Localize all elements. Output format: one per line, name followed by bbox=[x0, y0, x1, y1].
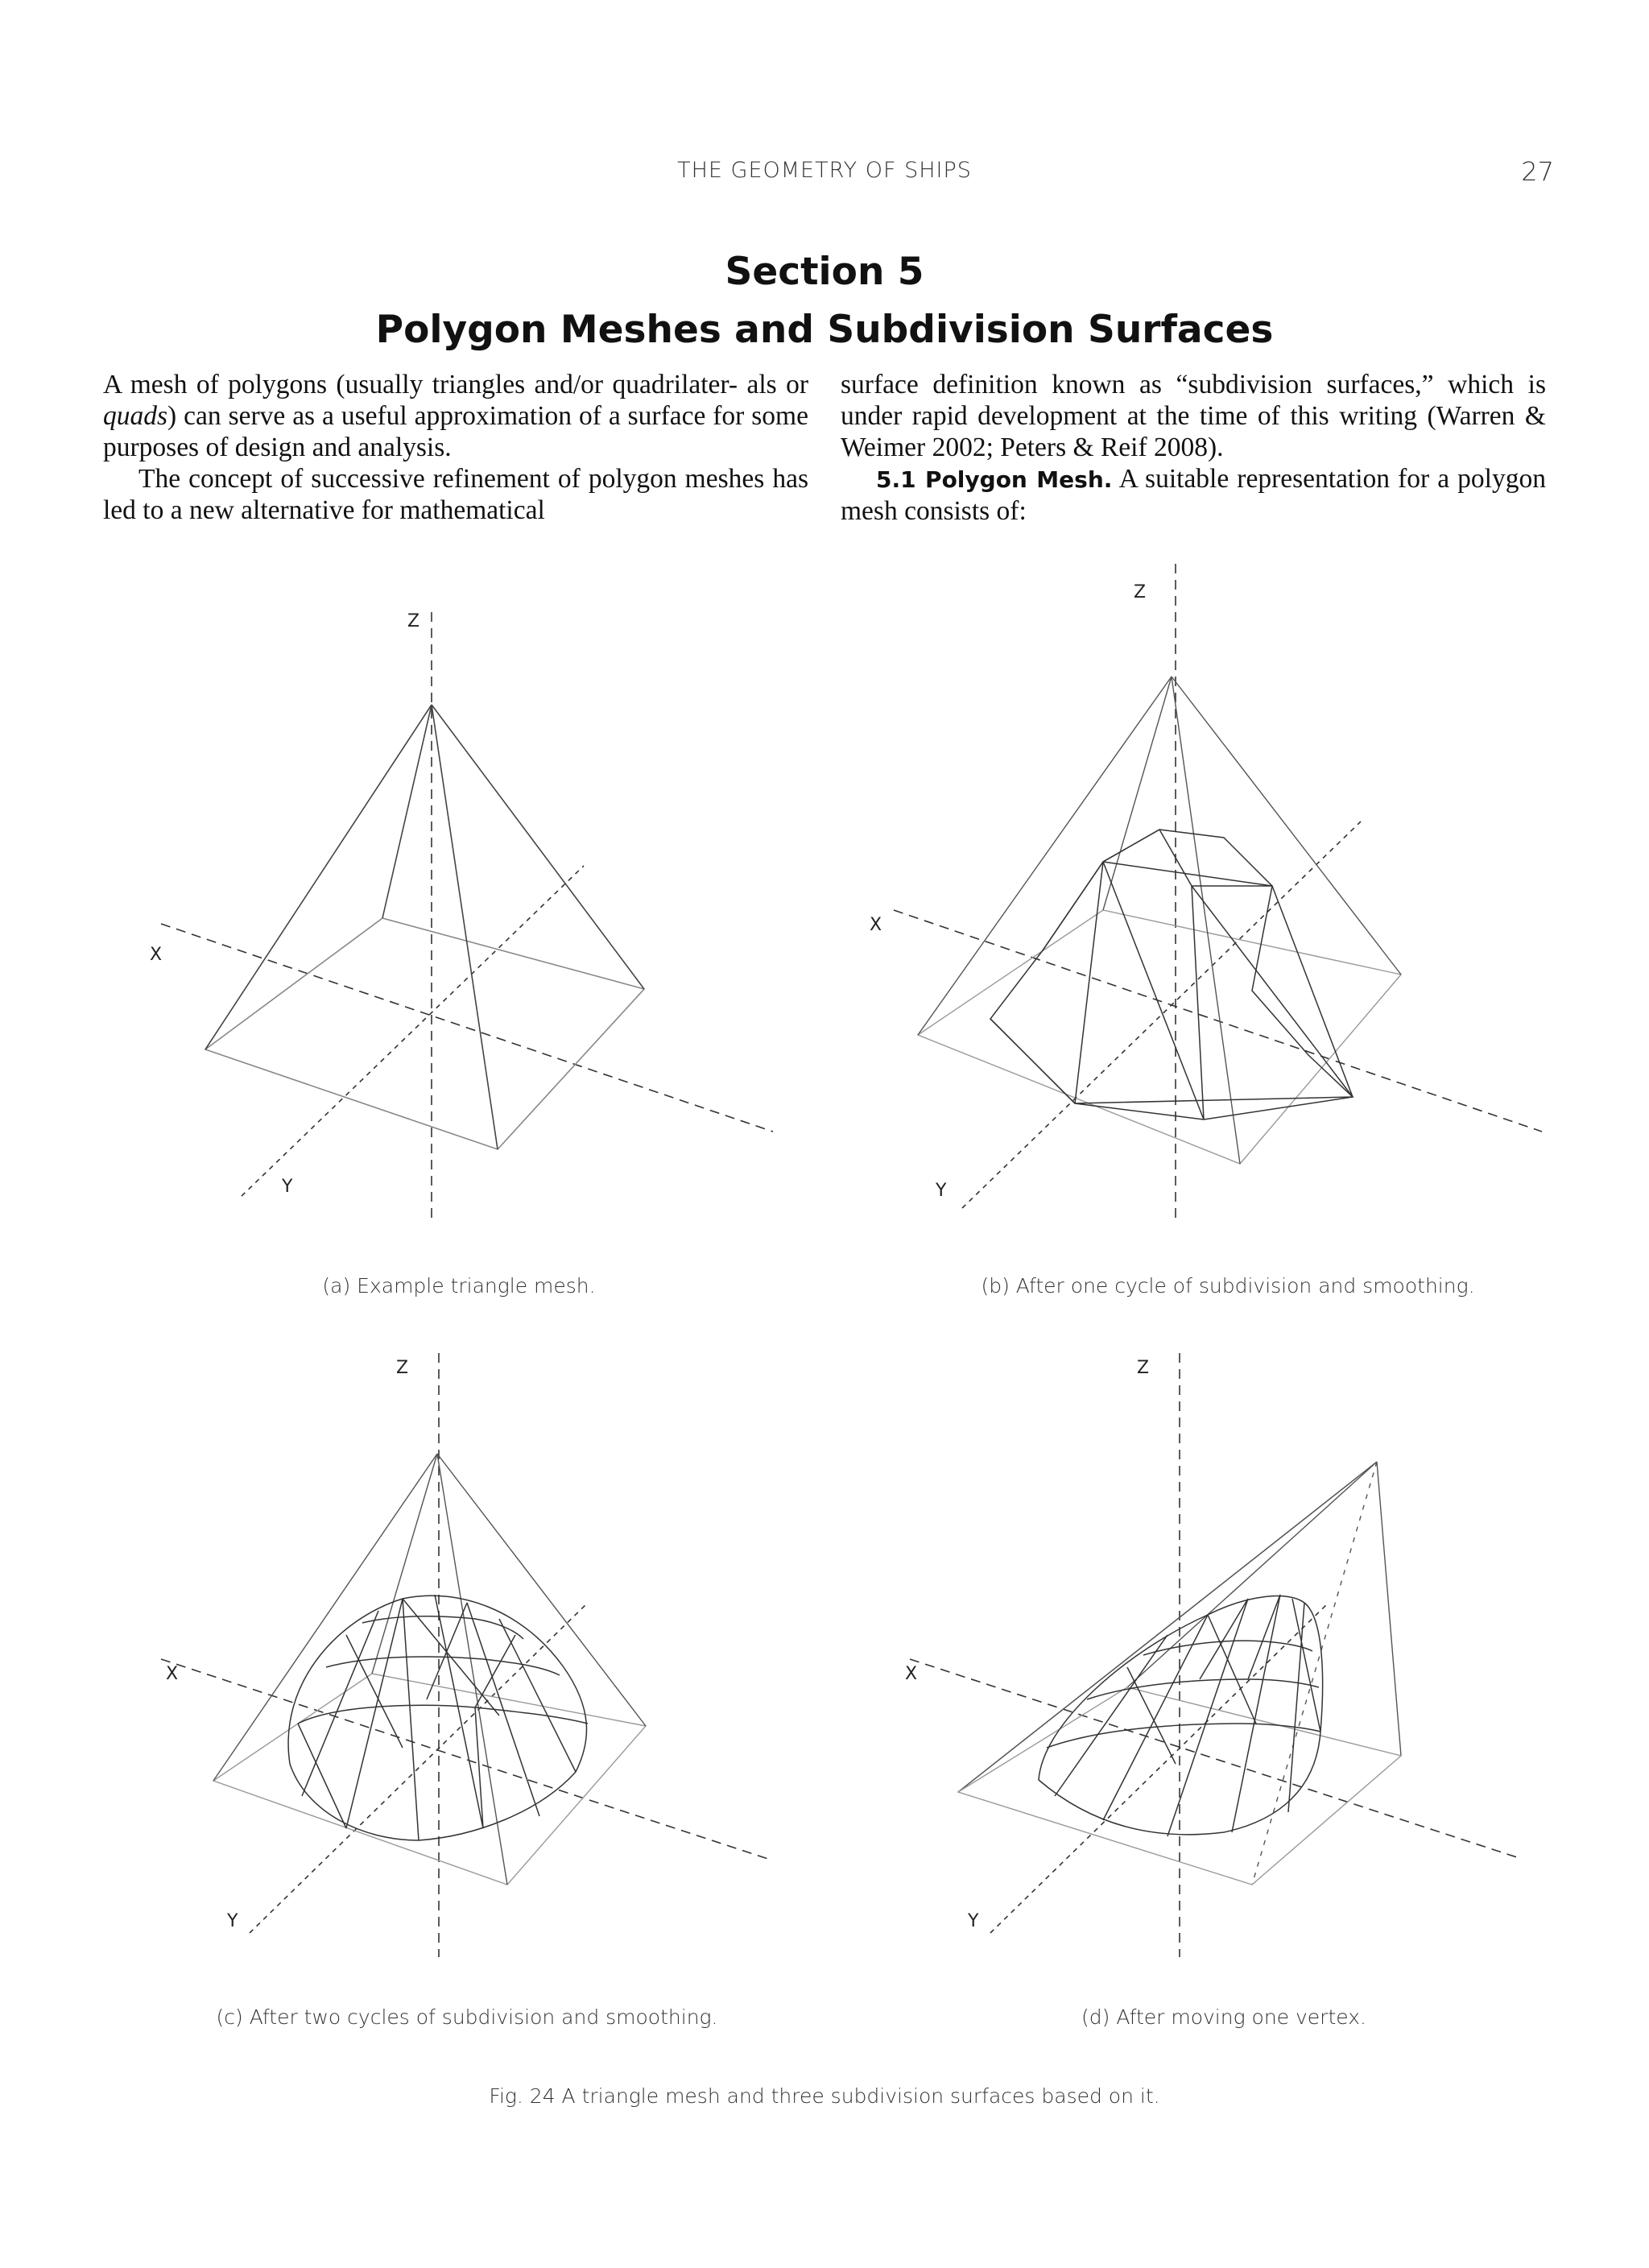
paragraph: The concept of successive refinement of polygon meshes has led to a new alternative for mathematical bbox=[103, 464, 808, 525]
axis-label-z: Z bbox=[396, 1358, 409, 1378]
section-title bbox=[0, 243, 1649, 359]
y-axis bbox=[962, 822, 1361, 1208]
page-number: 27 bbox=[1521, 156, 1554, 187]
figure-panel-a bbox=[137, 564, 781, 1232]
figure-caption: Fig. 24 A triangle mesh and three subdivision surfaces based on it. bbox=[489, 2084, 1160, 2108]
figure-panel-d bbox=[886, 1345, 1546, 1957]
axis-label-x: X bbox=[166, 1664, 179, 1684]
base-quad bbox=[205, 918, 644, 1149]
axis-label-z: Z bbox=[1137, 1358, 1150, 1378]
subdivision-one-cycle-diagram bbox=[870, 564, 1554, 1232]
paragraph: 5.1 Polygon Mesh. A suitable representation for a polygon mesh consists of: bbox=[841, 464, 1546, 526]
running-title: THE GEOMETRY OF SHIPS bbox=[677, 158, 972, 183]
paragraph: surface definition known as “subdivision surfaces,” which is under rapid development at the time of this writing (Warren & Weimer 2002; Peters & Reif 2008). bbox=[841, 370, 1546, 462]
section-heading: Polygon Meshes and Subdivision Surfaces bbox=[375, 308, 1274, 352]
running-head bbox=[0, 158, 1649, 190]
axis-label-x: X bbox=[150, 945, 163, 965]
subdivision-two-cycles-diagram bbox=[137, 1345, 797, 1957]
x-axis bbox=[910, 1659, 1522, 1859]
section-number: Section 5 bbox=[725, 250, 924, 294]
axis-label-x: X bbox=[905, 1664, 918, 1684]
caption-d: (d) After moving one vertex. bbox=[1081, 2005, 1366, 2029]
emphasis: quads bbox=[103, 401, 168, 431]
paragraph: A mesh of polygons (usually triangles and/or quadrilater- als or quads) can serve as a useful approximation of a surface for some purposes of design and analysis. bbox=[103, 370, 808, 462]
triangle-mesh-diagram bbox=[137, 564, 781, 1232]
axis-label-y: Y bbox=[227, 1911, 238, 1931]
axis-label-x: X bbox=[870, 915, 882, 935]
subsection-heading: 5.1 Polygon Mesh. bbox=[876, 466, 1113, 493]
axis-label-z: Z bbox=[1134, 582, 1147, 602]
x-axis bbox=[161, 924, 773, 1132]
x-axis bbox=[161, 1659, 773, 1860]
moved-vertex-diagram bbox=[886, 1345, 1546, 1957]
axis-label-y: Y bbox=[968, 1911, 979, 1931]
body-column-left bbox=[103, 369, 808, 526]
figure-panel-b bbox=[870, 564, 1554, 1232]
caption-c: (c) After two cycles of subdivision and smoothing. bbox=[216, 2005, 718, 2029]
figure-panel-c bbox=[137, 1345, 797, 1957]
dome-outline bbox=[288, 1595, 586, 1840]
body-column-right bbox=[841, 369, 1546, 527]
axis-label-z: Z bbox=[407, 611, 420, 631]
axis-label-y: Y bbox=[936, 1181, 947, 1201]
axis-label-y: Y bbox=[282, 1177, 293, 1197]
caption-a: (a) Example triangle mesh. bbox=[322, 1274, 596, 1297]
x-axis bbox=[894, 910, 1542, 1132]
caption-b: (b) After one cycle of subdivision and smoothing. bbox=[981, 1274, 1475, 1297]
y-axis bbox=[250, 1603, 588, 1933]
